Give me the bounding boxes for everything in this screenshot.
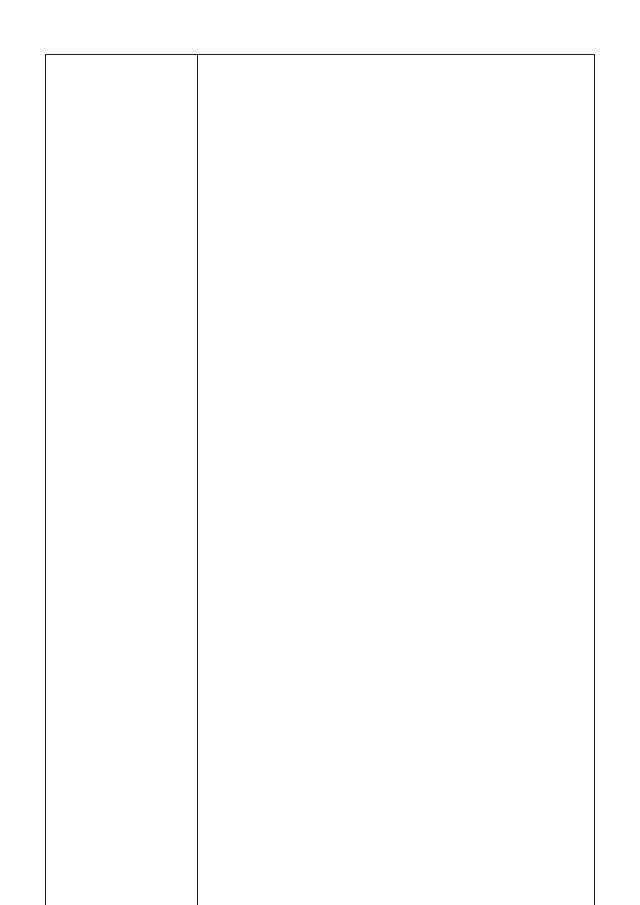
table-left-cell — [46, 55, 197, 905]
table-right-cell — [202, 57, 590, 69]
column-divider — [197, 55, 198, 905]
content-table — [45, 54, 595, 905]
